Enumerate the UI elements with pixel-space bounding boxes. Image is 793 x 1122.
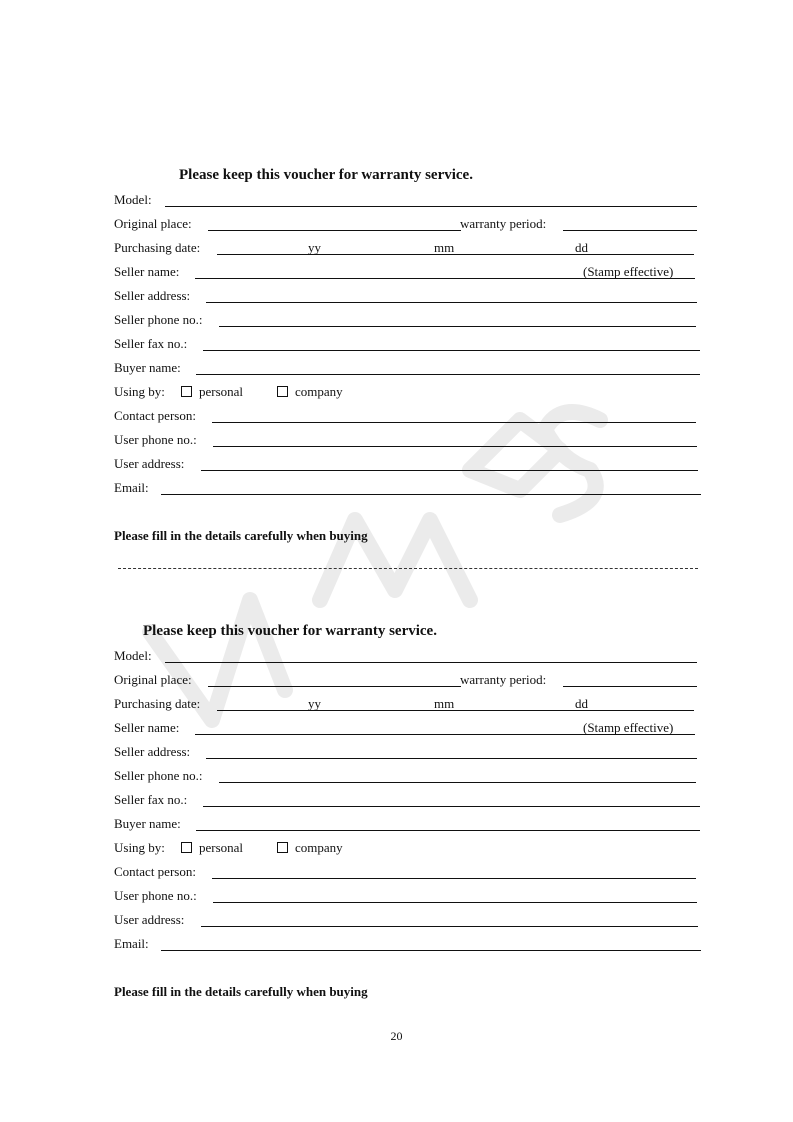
- seller-phone-label: Seller phone no.:: [114, 312, 203, 327]
- personal-checkbox[interactable]: [181, 842, 192, 853]
- buyer-name-field[interactable]: [196, 374, 700, 375]
- personal-option[interactable]: [181, 384, 243, 400]
- email-field[interactable]: [161, 950, 701, 951]
- user-phone-label: User phone no.:: [114, 432, 197, 447]
- using-by-label: Using by:: [114, 384, 165, 399]
- model-field[interactable]: [165, 206, 697, 207]
- personal-checkbox[interactable]: [181, 386, 192, 397]
- user-address-field[interactable]: [201, 926, 698, 927]
- warranty-period-field[interactable]: [563, 230, 697, 231]
- seller-phone-field[interactable]: [219, 782, 696, 783]
- user-address-label: User address:: [114, 912, 185, 927]
- purchasing-date-field[interactable]: [217, 254, 694, 255]
- day-label: dd: [575, 240, 588, 255]
- contact-person-label: Contact person:: [114, 408, 196, 423]
- personal-option[interactable]: [181, 840, 243, 856]
- personal-label: personal: [199, 384, 244, 399]
- original-place-field[interactable]: [208, 230, 461, 231]
- warranty-period-field[interactable]: [563, 686, 697, 687]
- user-address-field[interactable]: [201, 470, 698, 471]
- seller-fax-field[interactable]: [203, 806, 700, 807]
- seller-fax-label: Seller fax no.:: [114, 792, 188, 807]
- seller-address-label: Seller address:: [114, 288, 191, 303]
- page-number: 20: [390, 1029, 403, 1043]
- voucher-title: Please keep this voucher for warranty service.: [143, 623, 437, 639]
- voucher-title: Please keep this voucher for warranty service.: [179, 167, 473, 183]
- company-checkbox[interactable]: [277, 386, 288, 397]
- stamp-note: (Stamp effective): [583, 264, 674, 279]
- user-address-label: User address:: [114, 456, 185, 471]
- warranty-period-label: warranty period:: [460, 216, 547, 231]
- seller-address-field[interactable]: [206, 758, 697, 759]
- year-label: yy: [308, 696, 321, 711]
- company-label: company: [295, 840, 343, 855]
- buyer-name-label: Buyer name:: [114, 816, 181, 831]
- user-phone-field[interactable]: [213, 446, 697, 447]
- seller-phone-label: Seller phone no.:: [114, 768, 203, 783]
- model-label: Model:: [114, 648, 152, 663]
- email-label: Email:: [114, 936, 149, 951]
- cut-line: [118, 568, 698, 569]
- purchasing-date-field[interactable]: [217, 710, 694, 711]
- company-option[interactable]: [277, 840, 343, 856]
- fill-note: Please fill in the details carefully when buying: [114, 528, 368, 543]
- email-field[interactable]: [161, 494, 701, 495]
- user-phone-label: User phone no.:: [114, 888, 197, 903]
- company-checkbox[interactable]: [277, 842, 288, 853]
- contact-person-field[interactable]: [212, 878, 696, 879]
- seller-name-label: Seller name:: [114, 720, 180, 735]
- year-label: yy: [308, 240, 321, 255]
- seller-fax-field[interactable]: [203, 350, 700, 351]
- seller-name-label: Seller name:: [114, 264, 180, 279]
- model-label: Model:: [114, 192, 152, 207]
- seller-phone-field[interactable]: [219, 326, 696, 327]
- fill-note: Please fill in the details carefully when buying: [114, 984, 368, 999]
- stamp-note: (Stamp effective): [583, 720, 674, 735]
- user-phone-field[interactable]: [213, 902, 697, 903]
- model-field[interactable]: [165, 662, 697, 663]
- seller-fax-label: Seller fax no.:: [114, 336, 188, 351]
- purchasing-date-label: Purchasing date:: [114, 240, 201, 255]
- warranty-period-label: warranty period:: [460, 672, 547, 687]
- contact-person-label: Contact person:: [114, 864, 196, 879]
- day-label: dd: [575, 696, 588, 711]
- buyer-name-label: Buyer name:: [114, 360, 181, 375]
- contact-person-field[interactable]: [212, 422, 696, 423]
- seller-address-field[interactable]: [206, 302, 697, 303]
- email-label: Email:: [114, 480, 149, 495]
- original-place-field[interactable]: [208, 686, 461, 687]
- original-place-label: Original place:: [114, 216, 192, 231]
- original-place-label: Original place:: [114, 672, 192, 687]
- personal-label: personal: [199, 840, 244, 855]
- month-label: mm: [434, 240, 455, 255]
- month-label: mm: [434, 696, 455, 711]
- buyer-name-field[interactable]: [196, 830, 700, 831]
- company-option[interactable]: [277, 384, 343, 400]
- company-label: company: [295, 384, 343, 399]
- purchasing-date-label: Purchasing date:: [114, 696, 201, 711]
- seller-address-label: Seller address:: [114, 744, 191, 759]
- using-by-label: Using by:: [114, 840, 165, 855]
